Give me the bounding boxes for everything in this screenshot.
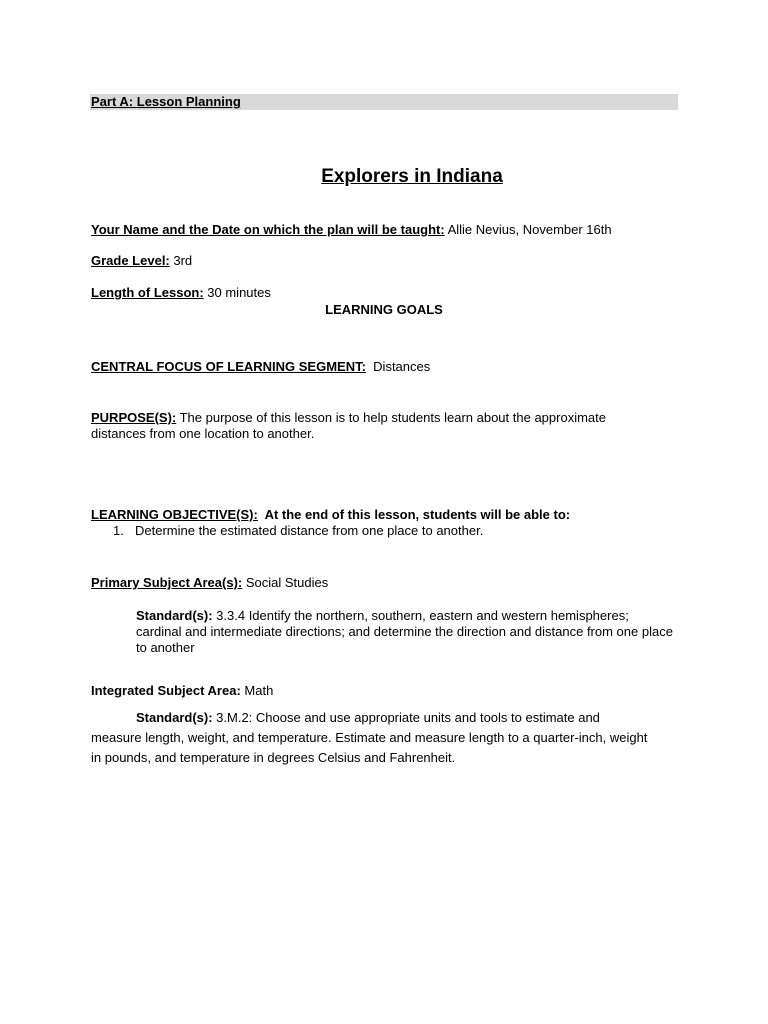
primary-subject-line [91, 575, 328, 591]
central-focus-line [91, 359, 430, 375]
list-item [113, 523, 483, 539]
name-date-line [91, 222, 612, 238]
primary-standard-label: Standard(s): [136, 608, 213, 623]
primary-standard-paragraph [136, 608, 676, 656]
integrated-subject-line [91, 683, 273, 699]
primary-subject-label: Primary Subject Area(s): [91, 575, 243, 590]
grade-level-value: 3rd [169, 253, 193, 268]
purpose-paragraph [91, 410, 651, 442]
list-item-text: Determine the estimated distance from one place to another. [135, 523, 484, 538]
part-title: Part A: Lesson Planning [91, 94, 241, 109]
lesson-length-value: 30 minutes [203, 285, 271, 300]
name-date-label: Your Name and the Date on which the plan will be taught: [91, 222, 445, 237]
primary-standard-text: 3.3.4 Identify the northern, southern, eastern and western hemispheres; cardinal and intermediate directions; and determine the direction and distance from one place to another [136, 608, 673, 655]
integrated-subject-label: Integrated Subject Area: [91, 683, 241, 698]
integrated-subject-value: Math [240, 683, 274, 698]
learning-objectives-intro: At the end of this lesson, students will be able to: [257, 507, 571, 522]
list-item-number: 1. [113, 523, 124, 538]
learning-goals-heading: LEARNING GOALS [325, 302, 443, 317]
name-date-value: Allie Nevius, November 16th [444, 222, 612, 237]
learning-objectives-label: LEARNING OBJECTIVE(S): [91, 507, 258, 522]
purpose-text: The purpose of this lesson is to help students learn about the approximate distances from one location to another. [91, 410, 606, 441]
central-focus-label: CENTRAL FOCUS OF LEARNING SEGMENT: [91, 359, 366, 374]
grade-level-label: Grade Level: [91, 253, 170, 268]
document-title: Explorers in Indiana [321, 166, 503, 187]
grade-level-line [91, 253, 192, 269]
learning-objectives-line [91, 507, 570, 523]
integrated-standard-text: 3.M.2: Choose and use appropriate units and tools to estimate and measure length, weight, and temperature. Estimate and measure length to a quarter-inch, weight in pounds, and temperature in degrees Celsius and Fahrenheit. [91, 710, 648, 765]
primary-subject-value: Social Studies [242, 575, 329, 590]
lesson-length-line [91, 285, 271, 301]
central-focus-value: Distances [365, 359, 431, 374]
lesson-length-label: Length of Lesson: [91, 285, 204, 300]
integrated-standard-paragraph [91, 708, 651, 768]
purpose-label: PURPOSE(S): [91, 410, 177, 425]
integrated-standard-label: Standard(s): [136, 710, 213, 725]
